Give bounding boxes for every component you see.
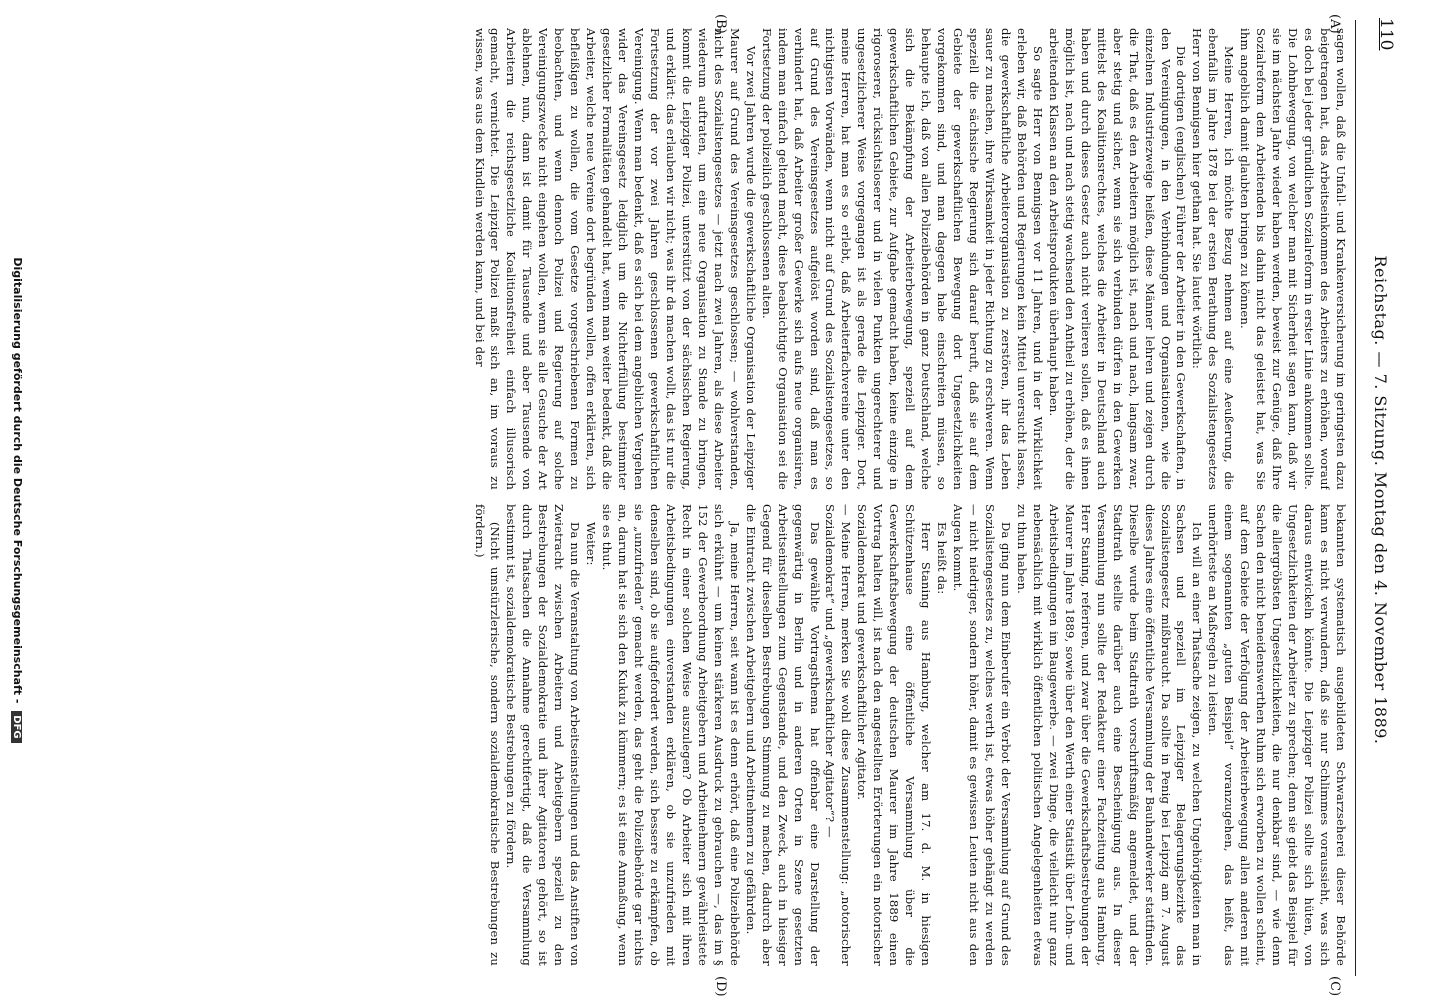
text-column-left xyxy=(68,28,1348,490)
paragraph: Da ging nun dem Einberufer ein Verbot der Versammlung auf Grund des Sozialistengesetzes zu, welches werth ist, etwas höher gehängt zu werden — nicht niedriger, sondern höher, damit es gewissen Leuten nicht aus den Augen kommt. xyxy=(951,504,1013,966)
quoted-paragraph: Die dortigen (englischen) Führer der Arbeiter in den Gewerkschaften, in den Vereinigungen, in den Verbindungen und Organisationen, wie die einzelnen Industriezweige heißen, diese Männer lehren und zeigen durch die That, daß es den Arbeitern möglich ist, nach und nach, langsam zwar, aber stetig und sicher, wenn sie sich verbinden dürfen in den Gewerken mittelst des Koalitionsrechtes, welches die Arbeiter in Deutschland auch haben und durch dieses Gesetz auch nicht verlieren sollen, daß es ihnen möglich ist, nach und nach stetig wachsend den Antheil zu erhöhen, der die arbeitenden Klassen an den Arbeitsprodukten überhaupt haben. xyxy=(1046,28,1189,490)
quoted-paragraph: Da nun die Veranstaltung von Arbeitseinstellungen und das Anstiften von Zwietracht zwischen Arbeitern und Arbeitgebern speziell zu den Bestrebungen der Sozialdemokratie und ihrer Agitatoren gehört, so ist durch Thatsachen die Annahme gerechtfertigt, daß die Versammlung bestimmt ist, sozialdemokratische Bestrebungen zu fördern. xyxy=(504,504,583,966)
margin-mark-c: (C) xyxy=(1327,976,1342,997)
credit-text: Digitalisierung gefördert durch die Deutsche Forschungsgemeinschaft - xyxy=(11,257,24,704)
paragraph: bekannten systematisch ausgebildeten Schwarzseherei dieser Behörde kann es nicht verwundern, daß sie nur Schlimmes voraussieht, was sich daraus entwickeln könnte. Die Leipziger Polizei sollte sich hüten, von Ungesetzlichkeiten der Arbeiter zu sprechen; denn sie giebt das Beispiel für die allergröbsten Ungesetzlichkeiten, die nur denkbar sind, — wie denn Sachen den nicht beneidenswerthen Ruhm sich erworben zu wollen scheint, auf dem Gebiete der Verfolgung der Arbeiterbewegung allen anderen mit einem sogenannten „guten Beispiel“ voranzugehen, das heißt, das unerhörteste an Maßregeln zu leisten. xyxy=(1206,504,1348,966)
paragraph: Ja, meine Herren, seit wann ist es denn erhört, daß eine Polizeibehörde sich erkühnt — um keinen stärkeren Ausdruck zu gebrauchen —, das im § 152 der Gewerbeordnung Arbeitgebern und Arbeitnehmern gewährleistete Recht in einer solchen Weise auszulegen? Ob Arbeiter sich mit ihren Arbeitsbedingungen einverstanden erklären, ob sie unzufrieden mit denselben sind, ob sie aufgefordert werden, sich bessere zu erkämpfen, ob sie „unzufrieden“ gemacht werden, das geht die Polizeibehörde gar nichts an, darum hat sie sich den Kukuk zu kümmern; es ist eine Anmaßung, wenn sie es thut. xyxy=(600,504,742,966)
header-rule xyxy=(1355,20,1356,976)
paragraph: Weiter: xyxy=(584,522,599,566)
margin-mark-d: (D) xyxy=(713,976,728,997)
margin-mark-b: (B) xyxy=(713,14,728,34)
paragraph: — Meine Herren, merken Sie wohl diese Zusammenstellung: „notorischer Sozialdemokrat“ und „gewerkschaftlicher Agitator“? — xyxy=(823,504,854,966)
paragraph: Meine Herren, ich möchte Bezug nehmen auf eine Aeußerung, die ebenfalls im Jahre 1878 bei der ersten Berathung des Sozialistengesetzes Herr von Bennigsen hier gethan hat. Sie lautet wörtlich: xyxy=(1190,28,1237,490)
paragraph: sagen wollen, daß die Unfall- und Krankenversicherung im geringsten dazu beigetragen hat, das Arbeitseinkommen des Arbeiters zu erhöhen, worauf es doch bei jeder gründlichen Sozialreform in erster Linie ankommen sollte. Die Lohnbewegung, von welcher man mit Sicherheit sagen kann, daß wir sie im nächsten Jahre wieder haben werden, beweist zur Genüge, daß Ihre Sozialreform dem Arbeitenden bis dahin nicht das geleistet hat, was Sie ihm angeblich damit glaubten bringen zu können. xyxy=(1238,28,1348,490)
text-column-right xyxy=(68,504,1348,966)
running-header: Reichstag. — 7. Sitzung. Montag den 4. November 1889. xyxy=(1371,255,1390,745)
digitization-credit xyxy=(11,0,24,1000)
paragraph: So sagte Herr von Bennigsen vor 11 Jahren, und in der Wirklichkeit erleben wir, daß Behörden und Regierungen kein Mittel unversucht lassen, die gewerkschaftliche Arbeiterorganisation zu zerstören, ihr das Leben sauer zu machen, ihre Wirksamkeit in jeder Richtung zu erschweren. Wenn speziell die sächsische Regierung sich darauf beruft, daß sie auf dem Gebiete der gewerkschaftlichen Bewegung dort Ungesetzlichkeiten vorgekommen sind, und man dagegen habe einschreiten müssen, so behaupte ich, daß von allen Polizeibehörden in ganz Deutschland, welche sich die Bekämpfung der Arbeiterbewegung, speziell auf dem gewerkschaftlichen Gebiete, zur Aufgabe gemacht haben, keine einzige in rigoroserer, rücksichtsloserer und in vielen Punkten ungerechterer und ungesetzlicherer Weise vorgegangen ist als gerade die Leipziger. Dort, meine Herren, hat man es so erlebt, daß Arbeiterfachvereine unter den nichtigsten Vorwänden, wenn nicht auf Grund des Sozialistengesetzes, so auf Grund des Vereinsgesetzes aufgelöst worden sind, daß man es verhindert hat, daß Arbeiter großer Gewerke sich aufs neue organisiren, indem man einfach geltend macht, diese beabsichtigte Organisation sei die Fortsetzung der polizeilich geschlossenen alten. xyxy=(759,28,1045,490)
paragraph: Es heißt da: xyxy=(935,522,950,595)
margin-mark-a: (A) xyxy=(1327,14,1342,34)
page-number: 110 xyxy=(1376,18,1396,51)
paragraph: Ich will an einer Thatsache zeigen, zu welchen Ungehörigkeiten man in Sachsen und speziell im Leipziger Belagerungsbezirke das Sozialistengesetz mißbraucht. Da sollte in Penig bei Leipzig am 7. August dieses Jahres eine öffentliche Versammlung der Bauhandwerker stattfinden. Dieselbe wurde beim Stadtrath vorschriftsmäßig angemeldet, und der Stadtrath stellte darüber auch eine Bescheinigung aus. In dieser Versammlung nun sollte der Redakteur einer Fachzeitung aus Hamburg, Herr Staning, referiren, und zwar über die Gewerkschaftsbestrebungen der Maurer im Jahre 1889, sowie über den Werth einer Statistik über Lohn- und Arbeitsbedingungen im Baugewerbe. — zwei Dinge, die vielleicht nur ganz nebensächlich mit wirklich öffentlichen politischen Angelegenheiten etwas zu thun haben. xyxy=(1014,504,1205,966)
paragraph: (Nicht umstürzlerische, sondern sozialdemokratische Bestrebungen zu fördern.) xyxy=(472,504,503,966)
quoted-paragraph: Das gewählte Vortragsthema hat offenbar eine Darstellung der gegenwärtig in Berlin und in anderen Orten in Szene gesetzten Arbeitseinstellungen zum Gegenstande, und den Zweck, auch in hiesiger Gegend für dieselben Bestrebungen Stimmung zu machen, dadurch aber die Eintracht zwischen Arbeitgebern und Arbeitnehmern zu gefährden. xyxy=(743,504,822,966)
dfg-logo: DFG xyxy=(11,711,22,742)
paragraph: Vor zwei Jahren wurde die gewerkschaftliche Organisation der Leipziger Maurer auf Grund des Vereinsgesetzes geschlossen; — wohlverstanden, nicht des Sozialistengesetzes — jetzt nach zwei Jahren, als diese Arbeiter wiederum auftraten, um eine neue Organisation zu Stande zu bringen, kommt die Leipziger Polizei, unterstützt von der sächsischen Regierung, und erklärt: das erlauben wir nicht; was ihr da machen wollt, das ist nur die Fortsetzung der vor zwei Jahren geschlossenen gewerkschaftlichen Vereinigung. Wenn man bedenkt, daß es sich bei dem angeblichen Vergehen wider das Vereinsgesetz lediglich um die Nichterfüllung bestimmter gesetzlicher Formalitäten gehandelt hat, wenn man weiter bedenkt, daß die Arbeiter, welche neue Vereine dort begründen wollen, offen erklärten, sich befleißigen zu wollen, die vom Gesetze vorgeschriebenen Formen zu beobachten, und wenn dennoch Polizei und Regierung auf solche Vereinigungszwecke nicht eingehen wollen, wenn sie alle Gesuche der Art ablehnen, nun, dann ist damit für Tausende und aber Tausende von Arbeitern die reichsgesetzliche Koalitionsfreiheit einfach illusorisch gemacht, vernichtet. Die Leipziger Polizei maßt sich an, im voraus zu wissen, was aus dem Kindlein werden kann, und bei der xyxy=(472,28,758,490)
quoted-paragraph: Herr Staning aus Hamburg, welcher am 17. d. M. in hiesigen Schützenhause eine öffentliche Versammlung über die Gewerkschaftsbewegung der deutschen Maurer im Jahre 1889 einen Vortrag halten will, ist nach den angestellten Erörterungen ein notorischer Sozialdemokrat und gewerkschaftlicher Agitator. xyxy=(855,504,934,966)
